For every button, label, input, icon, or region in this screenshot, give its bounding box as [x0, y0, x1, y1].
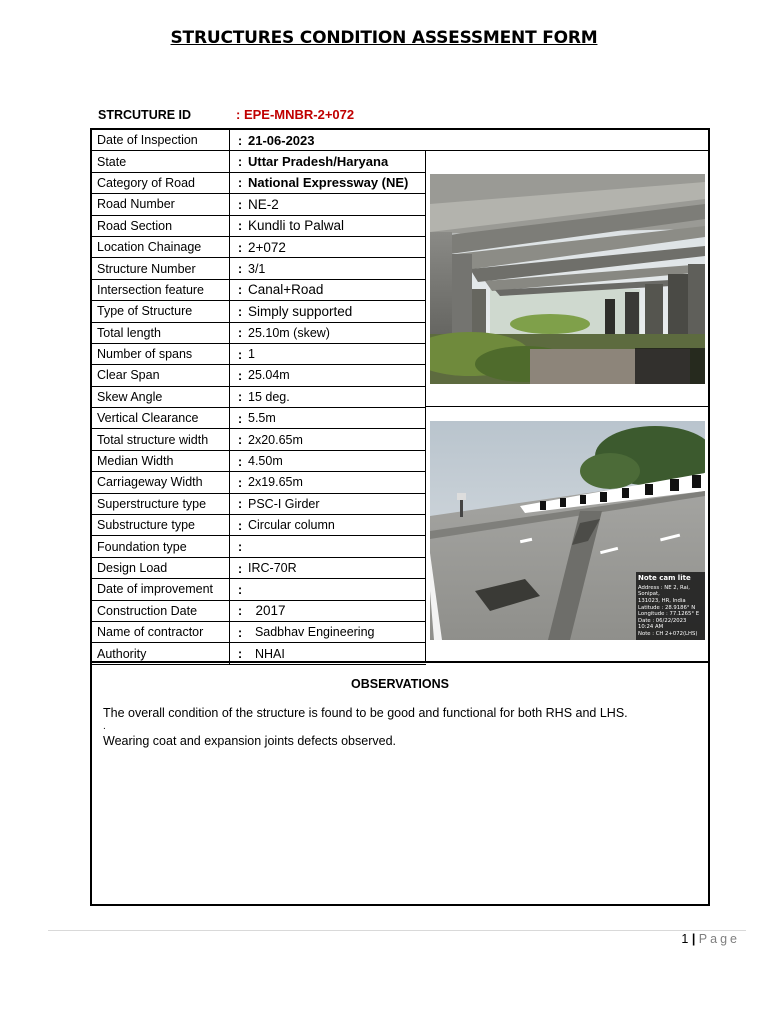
form-title: STRUCTURES CONDITION ASSESSMENT FORM	[170, 28, 598, 48]
detail-row	[92, 622, 426, 643]
detail-colon: :	[237, 603, 243, 619]
detail-colon: :	[237, 389, 243, 405]
detail-colon: :	[237, 410, 243, 426]
detail-value: National Expressway (NE)	[248, 175, 409, 191]
detail-colon: :	[237, 560, 243, 576]
detail-label: Road Section	[92, 216, 230, 236]
bridge-underside-image	[430, 174, 705, 384]
detail-label: Category of Road	[92, 173, 230, 193]
detail-value: 25.10m (skew)	[248, 325, 330, 340]
detail-value: 3/1	[248, 261, 266, 276]
observation-line: The overall condition of the structure is found to be good and functional for both RHS and LHS.	[103, 706, 628, 720]
detail-value: 2x20.65m	[248, 432, 303, 447]
detail-value: Simply supported	[248, 303, 353, 319]
detail-label: Number of spans	[92, 344, 230, 364]
detail-row	[92, 194, 426, 215]
detail-colon: :	[237, 453, 243, 469]
detail-value: 2+072	[248, 239, 286, 255]
detail-value: 21-06-2023	[248, 132, 315, 148]
detail-row	[92, 408, 426, 429]
detail-row	[92, 601, 426, 622]
detail-colon: :	[237, 539, 243, 555]
detail-value: Uttar Pradesh/Haryana	[248, 154, 389, 170]
detail-colon: :	[237, 624, 243, 640]
detail-colon: :	[237, 496, 243, 512]
page-number: 1	[681, 932, 689, 946]
detail-value: Canal+Road	[248, 282, 324, 298]
structure-id-value: : EPE-MNBR-2+072	[236, 107, 355, 122]
detail-label: Type of Structure	[92, 301, 230, 321]
stamp-line: 131023, HR, India	[638, 597, 686, 604]
detail-value: 2017	[248, 603, 286, 619]
detail-label: Superstructure type	[92, 494, 230, 514]
detail-colon: :	[237, 218, 243, 234]
detail-row	[92, 237, 426, 258]
page-footer	[681, 932, 740, 946]
detail-row	[92, 280, 426, 301]
detail-row	[92, 451, 426, 472]
observation-line: Wearing coat and expansion joints defects observed.	[103, 734, 397, 748]
detail-colon: :	[237, 432, 243, 448]
detail-row	[92, 643, 426, 664]
detail-label: Design Load	[92, 558, 230, 578]
stamp-line: Note : CH 2+072(LHS)	[638, 631, 698, 638]
detail-value: 5.5m	[248, 411, 276, 426]
detail-colon: :	[237, 175, 243, 191]
detail-row	[92, 494, 426, 515]
detail-colon: :	[237, 581, 243, 597]
detail-colon: :	[237, 239, 243, 255]
detail-value: Kundli to Palwal	[248, 218, 345, 234]
detail-value: 25.04m	[248, 368, 290, 383]
stamp-line: Latitude : 28.9186° N	[638, 604, 696, 611]
road-surface-photo	[430, 421, 705, 640]
footer-rule	[48, 930, 746, 931]
detail-value: Circular column	[248, 518, 335, 533]
detail-colon: :	[237, 346, 243, 362]
detail-label: Vertical Clearance	[92, 408, 230, 428]
detail-row	[92, 344, 426, 365]
page-label: Page	[698, 932, 740, 946]
detail-row	[92, 216, 426, 237]
detail-row	[92, 579, 426, 600]
detail-row	[92, 558, 426, 579]
stamp-app-name: Note cam lite	[638, 574, 691, 582]
detail-row	[92, 130, 426, 151]
detail-value: 1	[248, 347, 255, 362]
detail-row	[92, 173, 426, 194]
detail-label: Road Number	[92, 194, 230, 214]
detail-value: PSC-I Girder	[248, 496, 320, 511]
detail-label: Location Chainage	[92, 237, 230, 257]
detail-colon: :	[237, 474, 243, 490]
detail-colon: :	[237, 646, 243, 662]
page-separator: |	[691, 932, 696, 946]
observation-dot: .	[103, 721, 106, 732]
detail-value: Sadbhav Engineering	[248, 625, 375, 640]
detail-label: Authority	[92, 643, 230, 663]
detail-row	[92, 258, 426, 279]
detail-row	[92, 301, 426, 322]
detail-label: Structure Number	[92, 258, 230, 278]
detail-label: Substructure type	[92, 515, 230, 535]
detail-colon: :	[237, 196, 243, 212]
detail-label: Carriageway Width	[92, 472, 230, 492]
stamp-line: Longitude : 77.1265° E	[638, 611, 700, 618]
detail-value: NE-2	[248, 196, 279, 212]
detail-colon: :	[237, 261, 243, 277]
details-table	[92, 130, 426, 665]
detail-colon: :	[237, 282, 243, 298]
detail-row	[92, 429, 426, 450]
detail-label: Construction Date	[92, 601, 230, 621]
photo-divider	[426, 406, 708, 407]
detail-colon: :	[237, 367, 243, 383]
detail-label: Date of Inspection	[92, 130, 230, 150]
geo-stamp	[636, 572, 705, 640]
detail-row	[92, 365, 426, 386]
detail-row	[92, 472, 426, 493]
detail-label: Skew Angle	[92, 387, 230, 407]
detail-row	[92, 323, 426, 344]
detail-value: NHAI	[248, 646, 285, 661]
detail-label: Name of contractor	[92, 622, 230, 642]
detail-label: Foundation type	[92, 536, 230, 556]
stamp-line: Date : 06/22/2023 10:24 AM	[638, 617, 687, 631]
detail-value: 4.50m	[248, 454, 283, 469]
bridge-underside-photo	[430, 174, 705, 384]
detail-row	[92, 387, 426, 408]
detail-row	[92, 515, 426, 536]
detail-label: Intersection feature	[92, 280, 230, 300]
detail-row	[92, 151, 426, 172]
observations-title: OBSERVATIONS	[351, 677, 449, 691]
detail-colon: :	[237, 325, 243, 341]
detail-label: Clear Span	[92, 365, 230, 385]
detail-colon: :	[237, 303, 243, 319]
detail-colon: :	[237, 154, 243, 170]
detail-colon: :	[237, 517, 243, 533]
detail-colon: :	[237, 132, 243, 148]
detail-label: Total structure width	[92, 429, 230, 449]
detail-value: IRC-70R	[248, 561, 297, 575]
detail-value: 15 deg.	[248, 389, 290, 404]
detail-label: Date of improvement	[92, 579, 230, 599]
detail-label: Total length	[92, 323, 230, 343]
structure-id-label: STRCUTURE ID	[98, 108, 192, 122]
detail-row	[92, 536, 426, 557]
detail-label: Median Width	[92, 451, 230, 471]
stamp-line: Address : NE 2, Rai, Sonipat,	[638, 584, 690, 598]
stamp-details	[638, 585, 703, 638]
detail-label: State	[92, 151, 230, 171]
detail-value: 2x19.65m	[248, 475, 303, 490]
